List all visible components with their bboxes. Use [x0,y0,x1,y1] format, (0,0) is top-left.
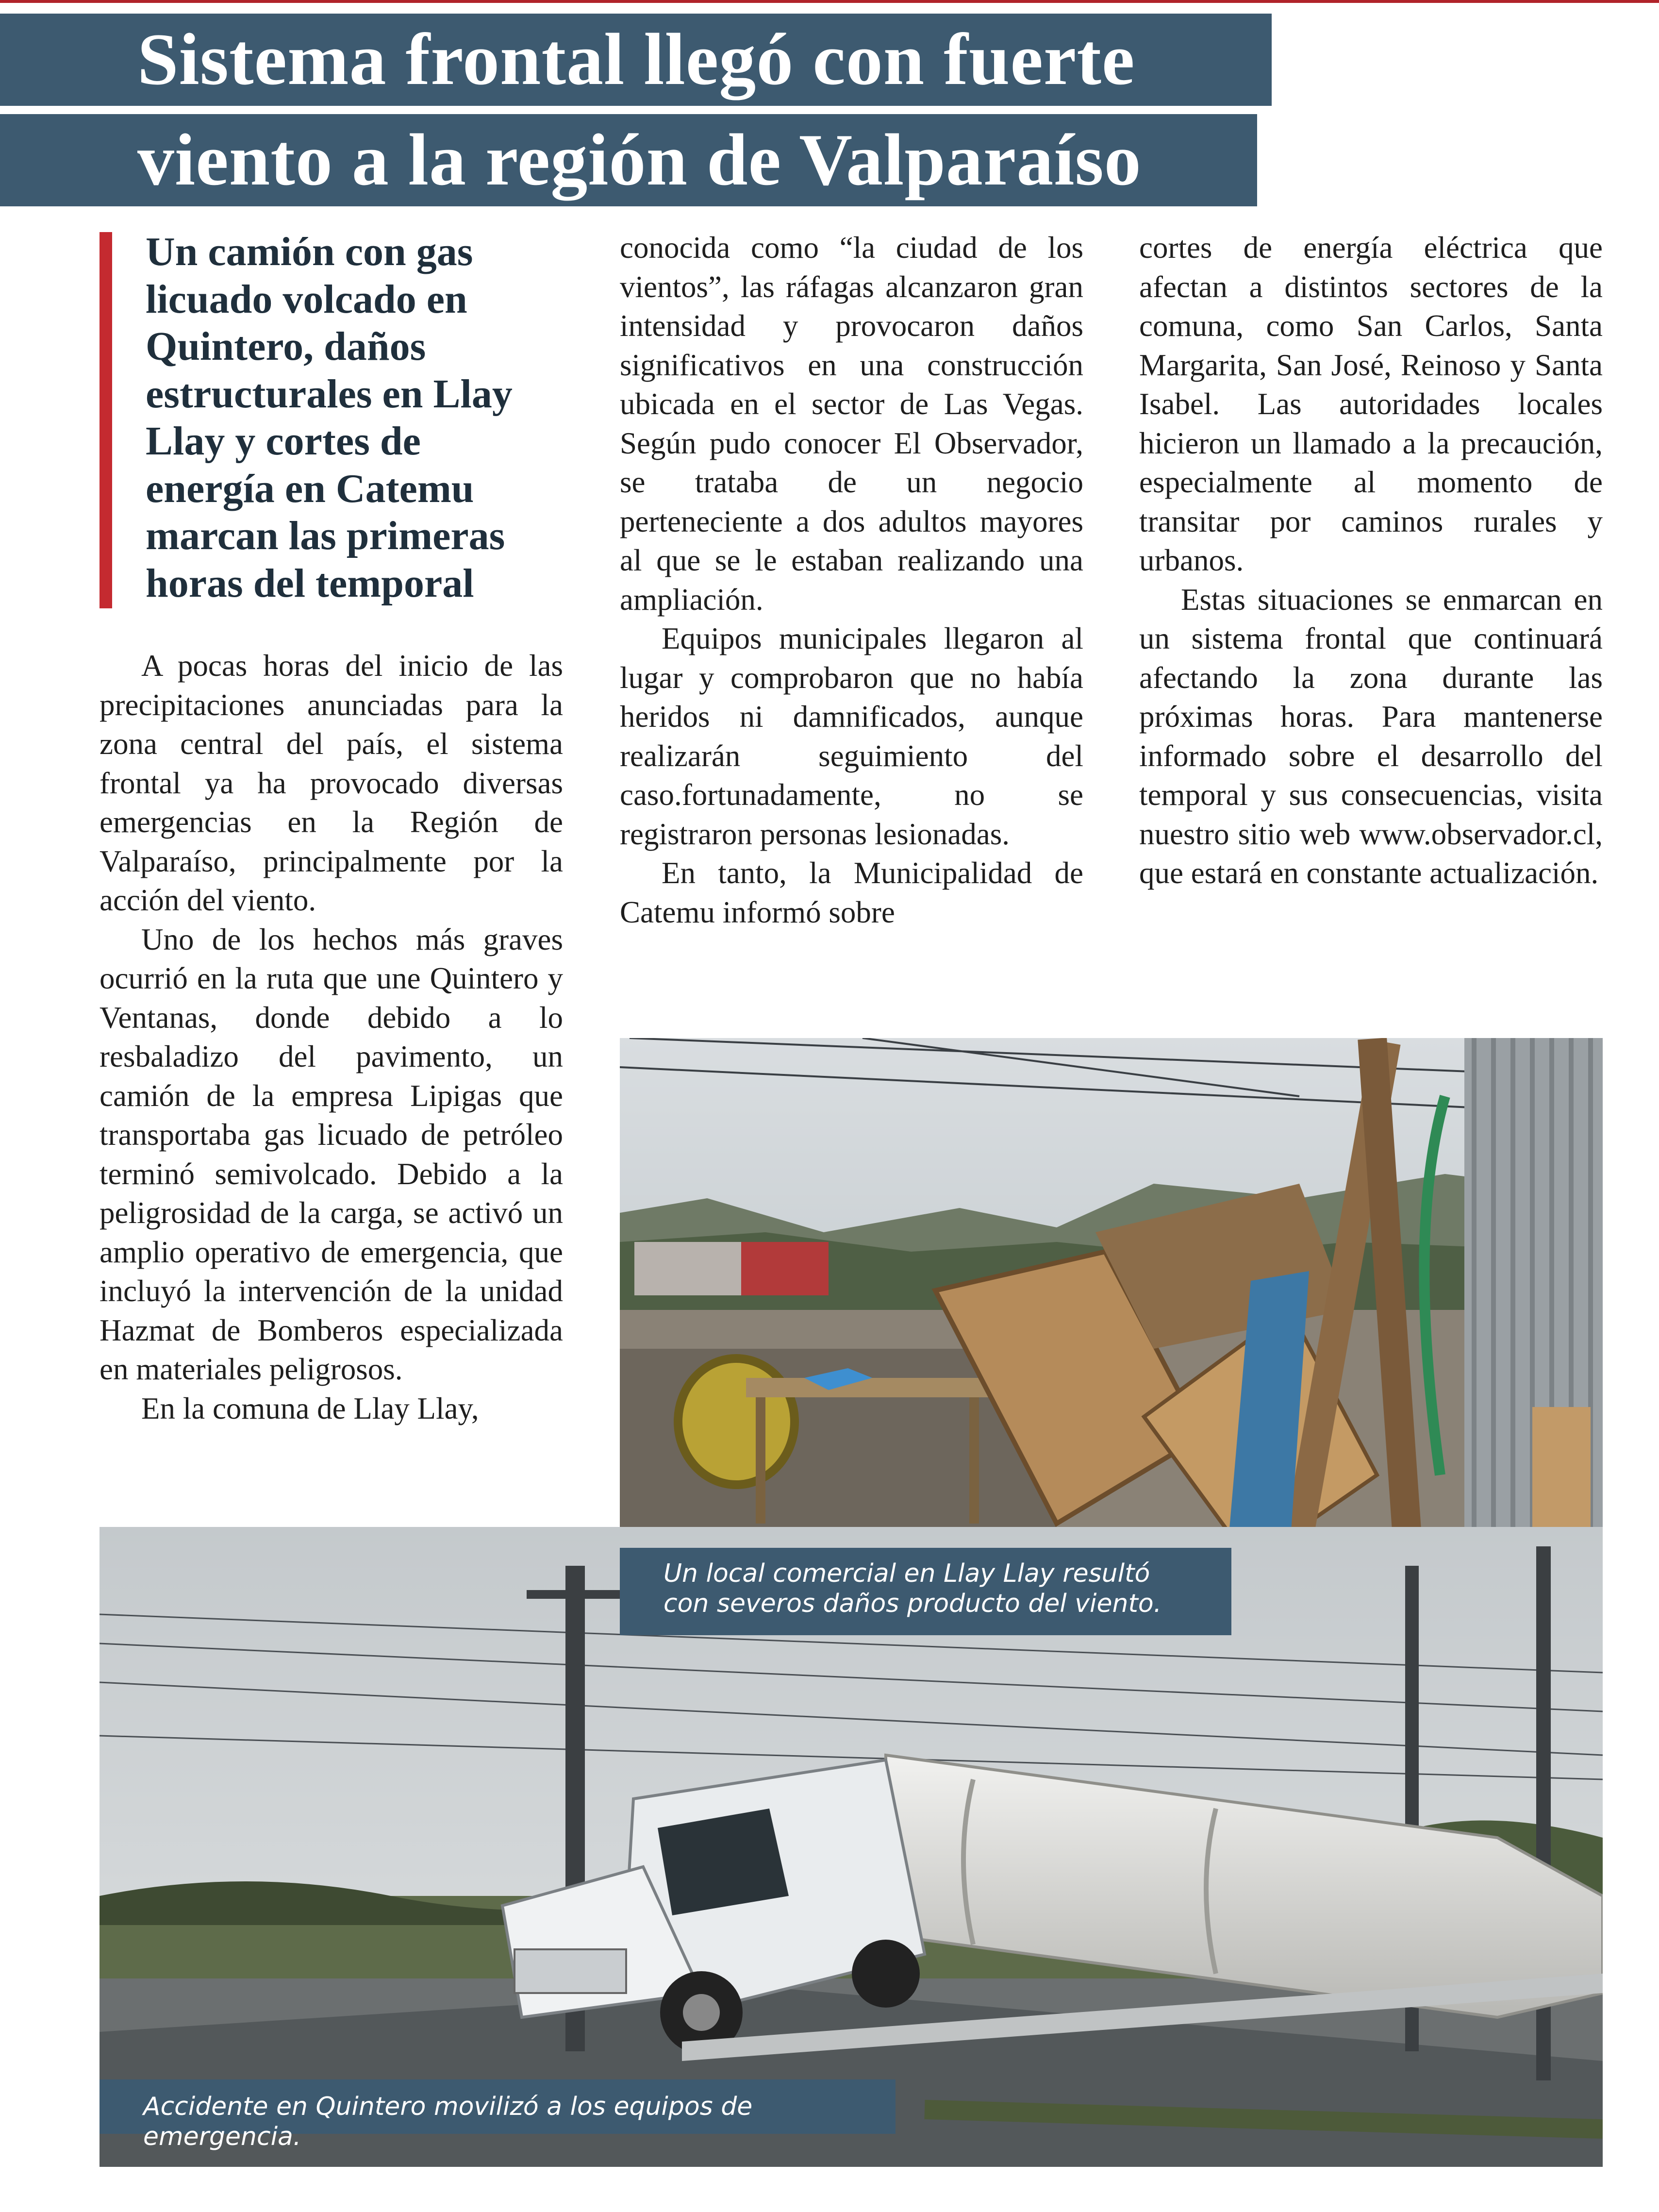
article-column-3 [1139,228,1603,893]
subheadline-accent-rule [100,232,112,608]
paragraph: cortes de energía eléctrica que afectan a distintos sectores de la comuna, como San Carlos, Santa Margarita, San José, Reinoso y Santa Isabel. Las autoridades locales hicieron un llamado a la precaución, especialmente al momento de transitar por caminos rurales y urbanos. [1139,231,1603,577]
paragraph: Uno de los hechos más graves ocurrió en la ruta que une Quintero y Ventanas, donde debido a lo resbaladizo del pavimento, un camión de la empresa Lipigas que transportaba gas licuado de petróleo terminó semivolcado. Debido a la peligrosidad de la carga, se activó un amplio operativo de emergencia, que incluyó la intervención de la unidad Hazmat de Bomberos especializada en materiales peligrosos. [100,922,563,1386]
damaged-shop-illustration [620,1038,1603,1592]
headline-line-1: Sistema frontal llegó con fuerte [137,18,1135,100]
headline-bar-1 [0,14,1272,106]
photo-caption-truck: Accidente en Quintero movilizó a los equipos de emergencia. [100,2079,896,2134]
article-column-2 [620,228,1083,932]
top-accent-line [0,0,1659,3]
photo-damaged-shop [620,1038,1603,1592]
paragraph: Estas situaciones se enmarcan en un sistema frontal que continuará afectando la zona durante las próximas horas. Para mantenerse informado sobre el desarrollo del temporal y sus consecuencias, visita nuestro sitio web www.observador.cl, que estará en constante actualización. [1139,582,1603,890]
photo-caption-shop: Un local comercial en Llay Llay resultó con severos daños producto del viento. [620,1548,1231,1635]
paragraph: En tanto, la Municipalidad de Catemu informó sobre [620,856,1083,929]
article-column-1 [100,646,563,1428]
paragraph: En la comuna de Llay Llay, [141,1391,479,1425]
subheadline: Un camión con gas licuado volcado en Quintero, daños estructurales en Llay Llay y cortes de energía en Catemu marcan las primeras horas del temporal [146,229,513,606]
paragraph: Equipos municipales llegaron al lugar y comprobaron que no había heridos ni damnificados, aunque realizarán seguimiento del caso.fortunadamente, no se registraron personas lesionadas. [620,621,1083,851]
headline-bar-2 [0,114,1257,206]
headline-line-2: viento a la región de Valparaíso [137,119,1142,201]
paragraph: A pocas horas del inicio de las precipitaciones anunciadas para la zona central del país, el sistema frontal ya ha provocado diversas emergencias en la Región de Valparaíso, principalmente por la acción del viento. [100,649,563,917]
paragraph: conocida como “la ciudad de los vientos”, las ráfagas alcanzaron gran intensidad y provocaron daños significativos en una construcción ubicada en el sector de Las Vegas. Según pudo conocer El Observador, se trataba de un negocio perteneciente a dos adultos mayores al que se le estaban realizando una ampliación. [620,231,1083,617]
